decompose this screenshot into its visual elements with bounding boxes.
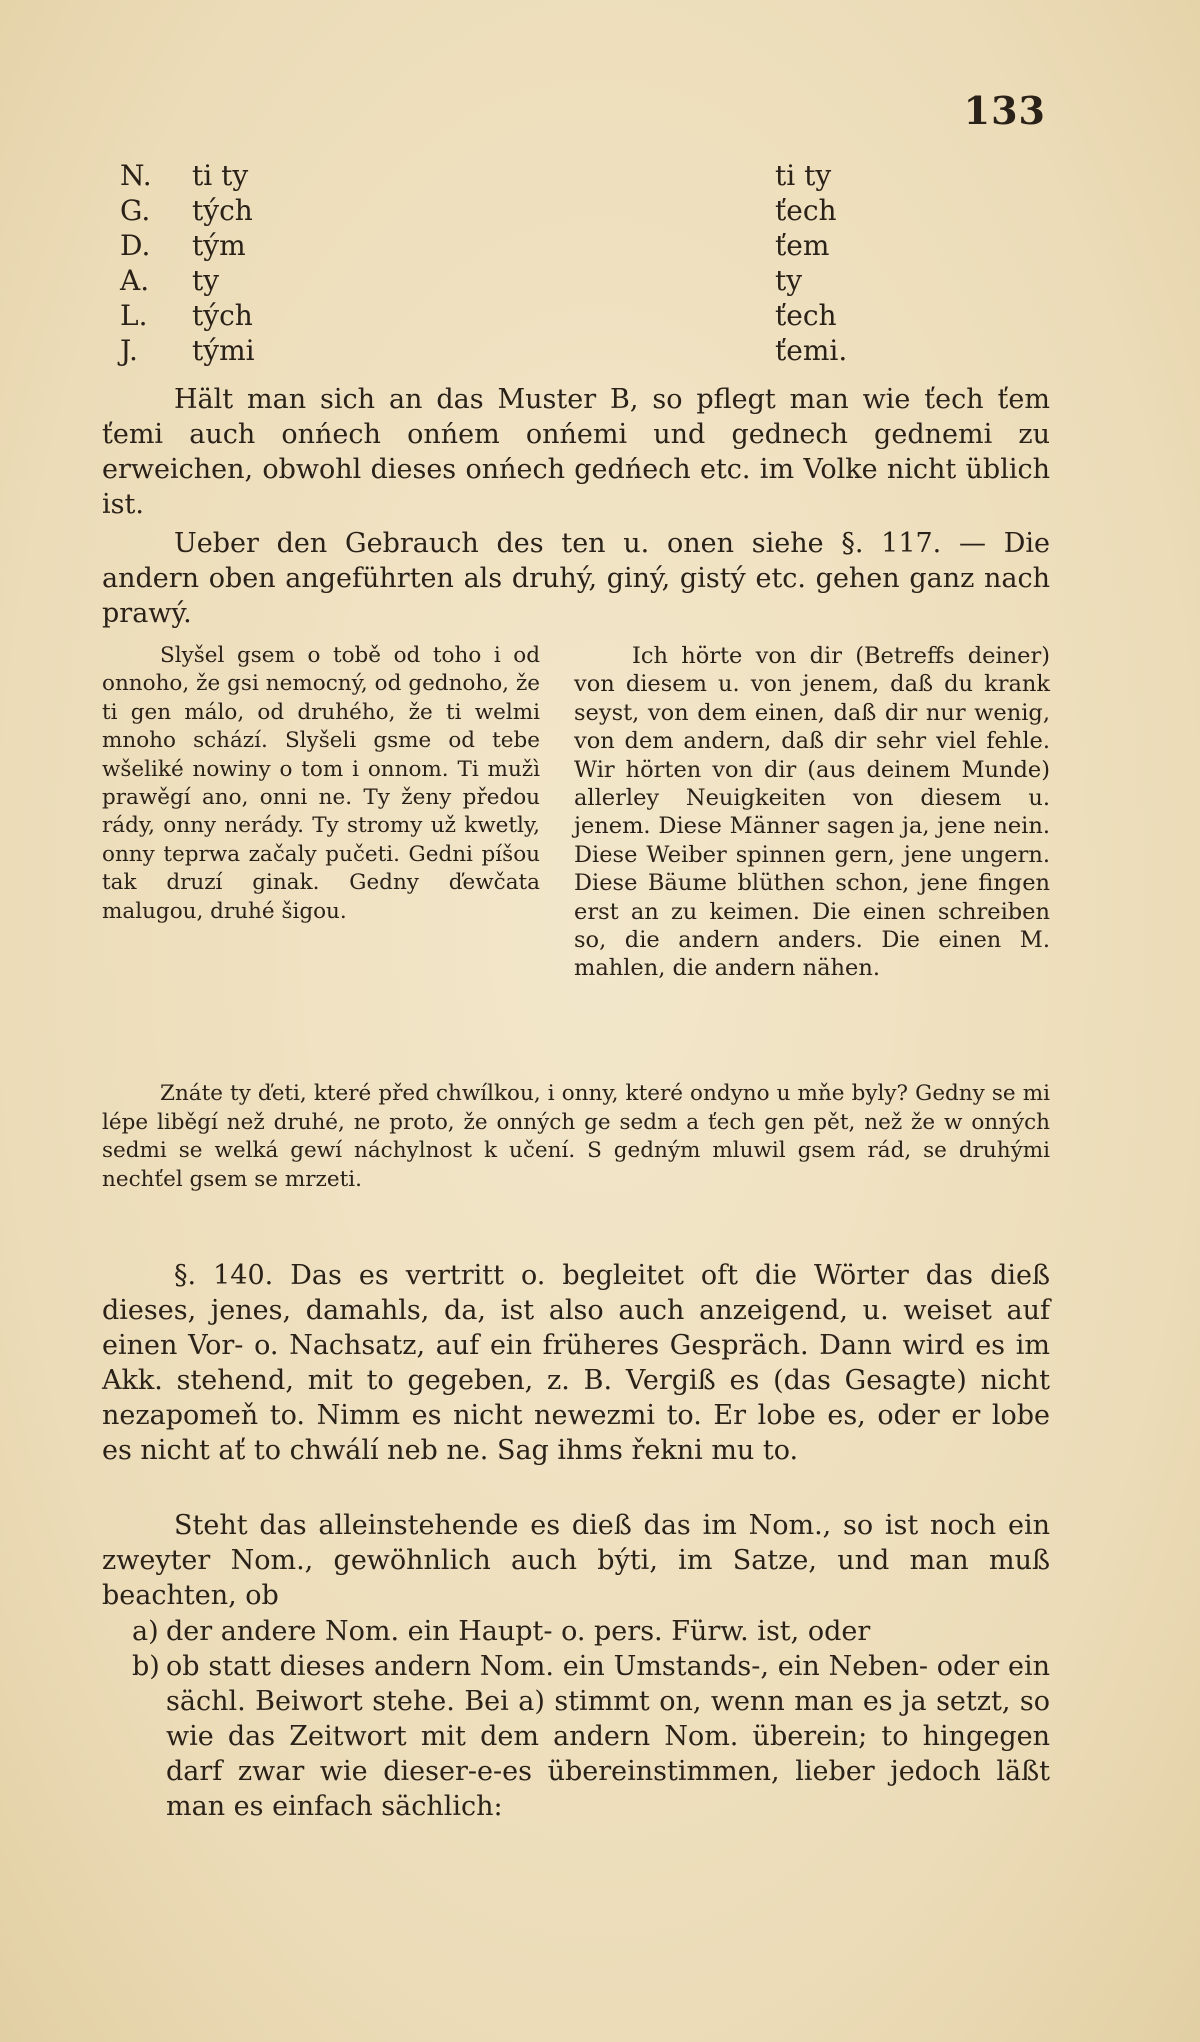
czech-example-paragraph: Znáte ty ďeti, které před chwílkou, i onny, které ondyno u mňe byly? Gedny se mi lépe liběgí než druhé, ne proto, že onných ge sedm a ťech gen pět, než že w onných sedmi se welká gewí náchylnost k učení. S gedným mluwil gsem rád, se druhými nechťel gsem se mrzeti. (102, 1081, 1050, 1192)
case-label: J. (120, 334, 138, 367)
section-140-paragraph: §. 140. Das es vertritt o. begleitet oft die Wörter das dieß dieses, jenes, damahls, da, ist also auch anzeigend, u. weiset auf einen Vor- o. Nachsatz, auf ein früheres Gespräch. Dann wird es im Akk. stehend, mit to gegeben, z. B. Vergiß es (das Gesagte) nicht nezapomeň to. Nimm es nicht newezmi to. Er lobe es, oder er lobe es nicht ať to chwálí neb ne. Sag ihms řekni mu to. (102, 1260, 1050, 1466)
singular-form: tých (192, 194, 253, 227)
plural-form: ťech (775, 299, 837, 332)
declension-table (120, 158, 880, 368)
declension-row (120, 228, 880, 263)
condition-list (102, 1614, 1050, 1824)
list-item (102, 1649, 1050, 1824)
czech-example-text: Slyšel gsem o tobě od toho i od onnoho, že gsi nemocný, od gednoho, že ti gen málo, od druhého, že ti welmi mnoho schází. Slyšeli gsme od tebe wšeliké nowiny o tom i onnom. Ti mužì prawěgí ano, onni ne. Ty ženy předou rády, onny nerády. Ty stromy už kwetly, onny teprwa začaly pučeti. Gedni píšou tak druzí ginak. Gedny ďewčata malugou, druhé šigou. (102, 643, 540, 924)
singular-form: tými (192, 334, 255, 367)
list-item-text: ob statt dieses andern Nom. ein Umstands-, ein Neben- oder ein sächl. Beiwort stehe. Bei a) stimmt on, wenn man es ja setzt, so wie das Zeitwort mit dem andern Nom. überein; to hingegen darf zwar wie dieser-e-es übereinstimmen, lieber jedoch läßt man es einfach sächlich: (166, 1651, 1050, 1822)
singular-form: tým (192, 229, 246, 262)
case-label: A. (120, 264, 150, 297)
page-number: 133 (963, 88, 1046, 133)
singular-form: ti ty (192, 159, 249, 192)
paragraph-nominative: Steht das alleinstehende es dieß das im Nom., so ist noch ein zweyter Nom., gewöhnlich auch býti, im Satze, und man muß beachten, ob (102, 1510, 1050, 1611)
czech-example-column (102, 642, 540, 926)
case-label: D. (120, 229, 151, 262)
case-label: L. (120, 299, 148, 332)
singular-form: tých (192, 299, 253, 332)
declension-row (120, 298, 880, 333)
list-marker: b) (132, 1651, 160, 1682)
paragraph-muster-b: Hält man sich an das Muster B, so pflegt man wie ťech ťem ťemi auch onńech onńem onńemi und gednech gednemi zu erweichen, obwohl dieses onńech gedńech etc. im Volke nicht üblich ist. (102, 384, 1050, 520)
declension-row (120, 263, 880, 298)
declension-row (120, 193, 880, 228)
plural-form: ťech (775, 194, 837, 227)
plural-form: ty (775, 264, 803, 297)
german-translation-text: Ich hörte von dir (Betreffs deiner) von diesem u. von jenem, daß du krank seyst, von dem einen, daß dir nur wenig, von dem andern, daß dir sehr viel fehle. Wir hörten von dir (aus deinem Munde) allerley Neuigkeiten von diesem u. jenem. Diese Männer sagen ja, jene nein. Diese Weiber spinnen gern, jene ungern. Diese Bäume blüthen schon, jene fingen erst an zu keimen. Die einen schreiben so, die andern anders. Die einen M. mahlen, die andern nähen. (574, 643, 1050, 982)
german-translation-column (574, 642, 1050, 983)
declension-row (120, 158, 880, 193)
list-item-text: der andere Nom. ein Haupt- o. pers. Fürw. ist, oder (166, 1616, 871, 1647)
paragraph-gebrauch: Ueber den Gebrauch des ten u. onen siehe §. 117. — Die andern oben angeführten als druhý, giný, gistý etc. gehen ganz nach prawý. (102, 528, 1050, 629)
plural-form: ťem (775, 229, 830, 262)
singular-form: ty (192, 264, 220, 297)
list-item (102, 1614, 1050, 1649)
plural-form: ti ty (775, 159, 832, 192)
declension-row (120, 333, 880, 368)
list-marker: a) (132, 1616, 159, 1647)
case-label: G. (120, 194, 151, 227)
plural-form: ťemi. (775, 334, 848, 367)
case-label: N. (120, 159, 152, 192)
